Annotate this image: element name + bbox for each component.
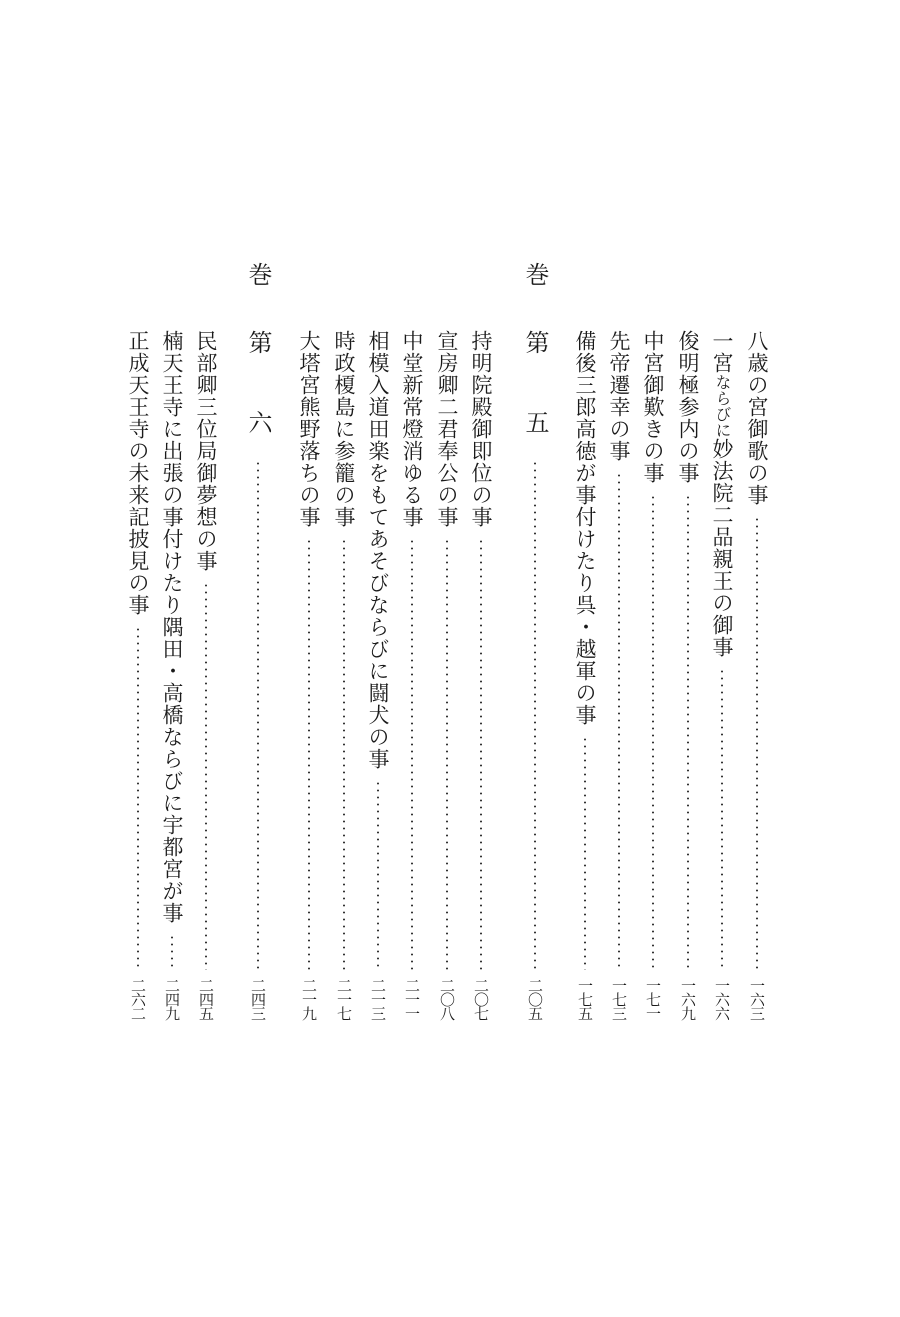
entry-title: 民部卿三位局御夢想の事	[194, 330, 218, 572]
dot-leader	[446, 538, 448, 970]
entry-title: 相模入道田楽をもてあそびならびに闘犬の事	[366, 330, 390, 770]
chapter-page: 二〇五	[526, 978, 544, 1020]
toc-entry[interactable]	[432, 330, 462, 1020]
entry-page: 二一三	[369, 978, 387, 1020]
entry-title-part: 妙法院二品親王の御事	[710, 438, 734, 658]
entry-page: 二四九	[163, 978, 181, 1020]
toc-entry[interactable]	[191, 330, 221, 1020]
dot-leader	[257, 460, 259, 970]
dot-leader	[137, 626, 139, 970]
toc-entry[interactable]	[466, 330, 496, 1020]
volume-label: 巻	[521, 262, 549, 286]
volume-label: 巻	[244, 262, 272, 286]
toc-entry[interactable]	[294, 330, 324, 1020]
entry-title: 宣房卿二君奉公の事	[435, 330, 459, 528]
toc-entry[interactable]	[329, 330, 359, 1020]
dot-leader	[756, 516, 758, 970]
entry-page: 二一一	[403, 978, 421, 1020]
dot-leader	[205, 582, 207, 970]
toc-entry[interactable]	[570, 330, 600, 1020]
entry-title-small: ならびに	[713, 374, 732, 438]
dot-leader	[480, 538, 482, 970]
toc-entry[interactable]	[363, 330, 393, 1020]
chapter-heading[interactable]	[520, 330, 550, 1020]
toc-entry[interactable]	[707, 330, 737, 1020]
toc-entry[interactable]	[673, 330, 703, 1020]
dot-leader	[171, 934, 173, 970]
dot-leader	[618, 472, 620, 970]
dot-leader	[377, 780, 379, 970]
toc-entry[interactable]	[638, 330, 668, 1020]
entry-title	[707, 330, 737, 658]
entry-page: 一六六	[713, 978, 731, 1020]
toc-entry[interactable]	[157, 330, 187, 1020]
dot-leader	[411, 538, 413, 970]
entry-page: 二四五	[197, 978, 215, 1020]
entry-page: 二一九	[300, 978, 318, 1020]
dot-leader	[652, 494, 654, 970]
entry-title: 時政榎島に参籠の事	[332, 330, 356, 528]
dot-leader	[308, 538, 310, 970]
entry-title: 大塔宮熊野落ちの事	[297, 330, 321, 528]
toc-entry[interactable]	[604, 330, 634, 1020]
entry-title: 八歳の宮御歌の事	[745, 330, 769, 506]
toc-entry[interactable]	[397, 330, 427, 1020]
entry-title: 俊明極参内の事	[676, 330, 700, 484]
entry-title: 正成天王寺の未来記披見の事	[126, 330, 150, 616]
entry-page: 一六三	[748, 978, 766, 1020]
toc-entry[interactable]	[742, 330, 772, 1020]
entry-page: 二一七	[335, 978, 353, 1020]
entry-title-part: 一宮	[710, 330, 734, 374]
dot-leader	[343, 538, 345, 970]
entry-page: 一七一	[644, 978, 662, 1020]
entry-title: 持明院殿御即位の事	[469, 330, 493, 528]
entry-title: 中宮御歎きの事	[641, 330, 665, 484]
entry-title: 先帝遷幸の事	[607, 330, 631, 462]
chapter-page: 二四三	[249, 978, 267, 1020]
entry-title: 楠天王寺に出張の事付けたり隅田・高橋ならびに宇都宮が事	[160, 330, 184, 924]
dot-leader	[721, 668, 723, 970]
entry-page: 二六二	[129, 978, 147, 1020]
entry-page: 二〇八	[438, 978, 456, 1020]
entry-page: 二〇七	[472, 978, 490, 1020]
dot-leader	[687, 494, 689, 970]
dot-leader	[584, 736, 586, 970]
chapter-title: 第 五	[521, 330, 549, 450]
entry-page: 一七三	[610, 978, 628, 1020]
entry-page: 一七五	[576, 978, 594, 1020]
entry-page: 一六九	[679, 978, 697, 1020]
chapter-title: 第 六	[244, 330, 272, 450]
entry-title: 中堂新常燈消ゆる事	[400, 330, 424, 528]
chapter-heading[interactable]	[243, 330, 273, 1020]
entry-title: 備後三郎高徳が事付けたり呉・越軍の事	[573, 330, 597, 726]
dot-leader	[534, 460, 536, 970]
toc-entry[interactable]	[123, 330, 153, 1020]
